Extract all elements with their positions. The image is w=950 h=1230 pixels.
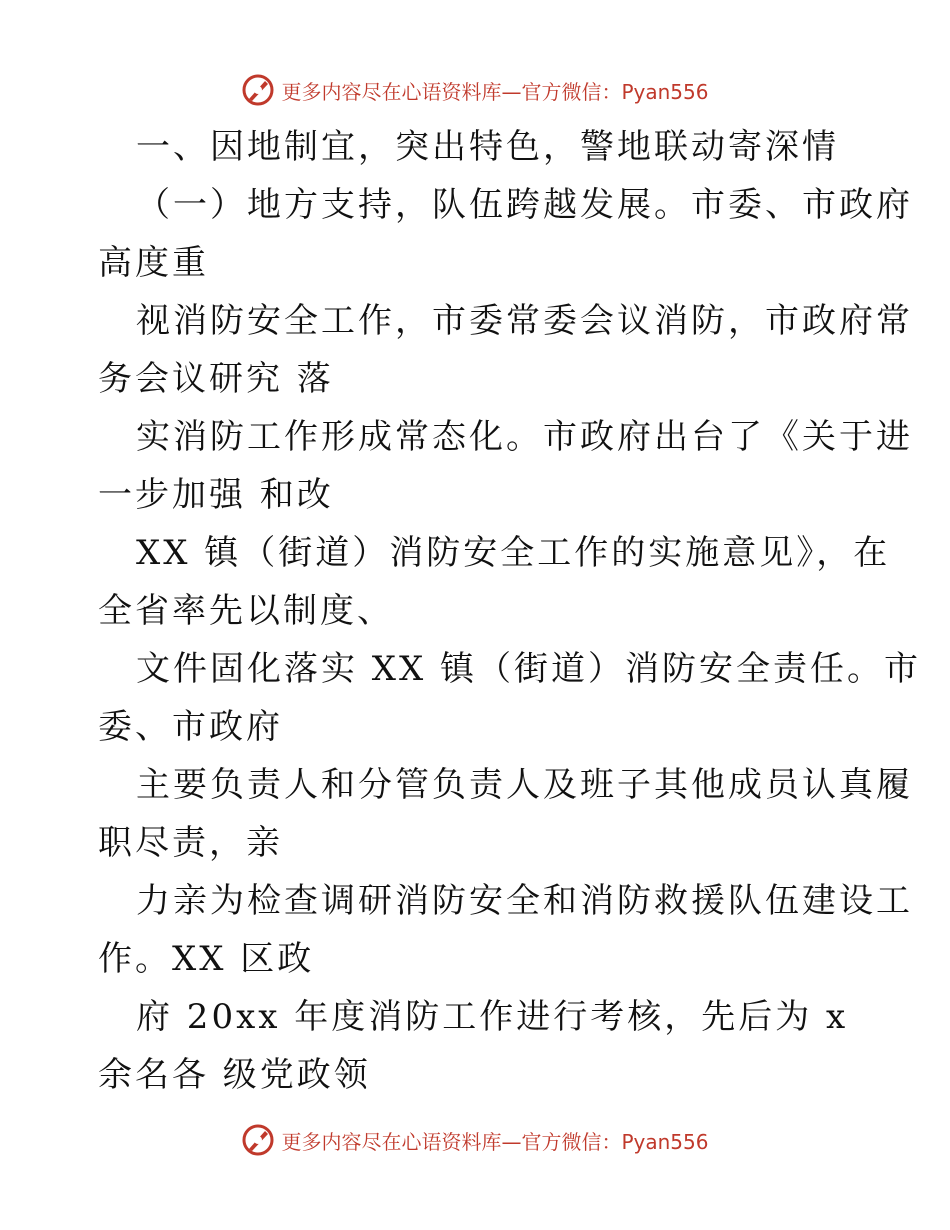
paragraph-line: 视消防安全工作，市委常委会议消防，市政府常 bbox=[136, 301, 913, 341]
banner-text: 更多内容尽在心语资料库—官方微信：Pyan556 bbox=[281, 1129, 709, 1154]
footer-banner bbox=[0, 1120, 950, 1160]
pen-logo-icon bbox=[241, 1123, 275, 1157]
paragraph-line: 余名各 级党政领 bbox=[98, 1055, 371, 1095]
paragraph-line: 府 20xx 年度消防工作进行考核，先后为 x bbox=[136, 997, 849, 1037]
paragraph-line: 全省率先以制度、 bbox=[98, 591, 394, 631]
paragraph-line: XX 镇（街道）消防安全工作的实施意见》，在 bbox=[136, 533, 891, 573]
banner-text: 更多内容尽在心语资料库—官方微信：Pyan556 bbox=[281, 79, 709, 104]
paragraph-line: 一步加强 和改 bbox=[98, 475, 334, 515]
paragraph-line: 作。XX 区政 bbox=[98, 939, 315, 979]
paragraph-line: 文件固化落实 XX 镇（街道）消防安全责任。市 bbox=[136, 649, 922, 689]
paragraph-line: 一、因地制宜，突出特色，警地联动寄深情 bbox=[136, 127, 839, 167]
paragraph-line: 实消防工作形成常态化。市政府出台了《关于进 bbox=[136, 417, 913, 457]
paragraph-line: 务会议研究 落 bbox=[98, 359, 334, 399]
header-banner bbox=[0, 70, 950, 110]
pen-logo-icon bbox=[241, 73, 275, 107]
paragraph-line: 主要负责人和分管负责人及班子其他成员认真履 bbox=[136, 765, 913, 805]
paragraph-line: 高度重 bbox=[98, 243, 209, 283]
paragraph-line: 力亲为检查调研消防安全和消防救援队伍建设工 bbox=[136, 881, 913, 921]
paragraph-line: 委、市政府 bbox=[98, 707, 283, 747]
paragraph-line: 职尽责，亲 bbox=[98, 823, 283, 863]
paragraph-line: （一）地方支持，队伍跨越发展。市委、市政府 bbox=[136, 185, 913, 225]
document-body bbox=[98, 118, 922, 1104]
